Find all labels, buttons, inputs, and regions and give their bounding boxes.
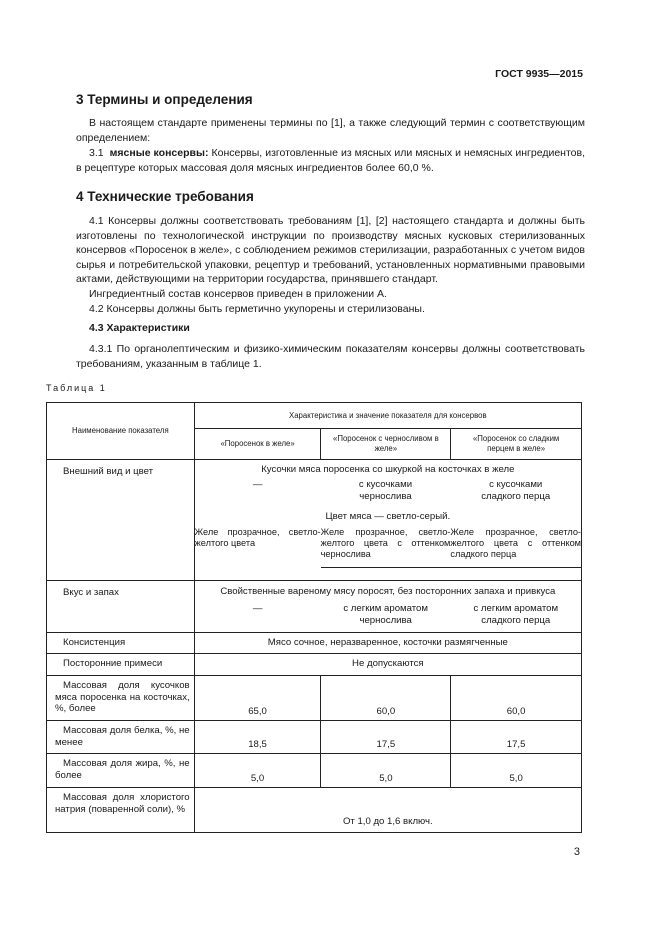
- section-4-body: [76, 214, 585, 316]
- term-definition: [76, 146, 585, 175]
- row-taste-name: Вкус и запах: [47, 581, 195, 633]
- term-text: Консервы, изготовленные из мясных или мясных и немясных ингредиентов, в рецептуре которых массовая доля мясных ингредиентов более 60,0 %.: [76, 147, 585, 174]
- protein-value-2: 17,5: [321, 721, 451, 754]
- header-group-cell: Характеристика и значение показателя для консервов: [194, 403, 581, 429]
- appearance-addition-1: —: [252, 479, 263, 490]
- header-col-2: «Поросенок с черносливом в желе»: [321, 429, 451, 460]
- row-appearance-name: Внешний вид и цвет: [47, 460, 195, 581]
- paragraph-4-2: 4.2 Консервы должны быть герметично укупорены и стерилизованы.: [89, 302, 425, 315]
- taste-aroma-3: с легким ароматом сладкого перца: [473, 603, 559, 626]
- meat-share-value-1: 65,0: [194, 676, 321, 721]
- table-caption: Таблица 1: [46, 383, 107, 393]
- header-col-1: «Поросенок в желе»: [194, 429, 321, 460]
- protein-value-3: 17,5: [451, 721, 582, 754]
- fat-value-3: 5,0: [451, 754, 582, 788]
- header-col-3: «Поросенок со сладким перцем в желе»: [451, 429, 582, 460]
- taste-aroma-2: с легким ароматом чернослива: [343, 603, 428, 626]
- taste-common: Свойственные вареному мясу поросят, без посторонних запаха и привкуса: [220, 586, 556, 597]
- row-appearance-values: [194, 460, 581, 581]
- row-salt-name: Массовая доля хлористого натрия (поваренной соли), %: [47, 788, 195, 833]
- row-impurities-name: Посторонние примеси: [47, 654, 195, 676]
- appearance-jelly-2: Желе прозрачное, светло-желтого цвета с оттенком чернослива: [321, 527, 451, 567]
- appearance-addition-2: с кусочками чернослива: [358, 479, 413, 502]
- appearance-addition-3: с кусочками сладкого перца: [481, 479, 551, 502]
- meat-share-value-2: 60,0: [321, 676, 451, 721]
- protein-value-1: 18,5: [194, 721, 321, 754]
- meat-share-value-3: 60,0: [451, 676, 582, 721]
- fat-value-2: 5,0: [321, 754, 451, 788]
- taste-aroma-1: —: [252, 603, 263, 614]
- row-fat-name: Массовая доля жира, %, не более: [47, 754, 195, 788]
- term-number: 3.1: [89, 147, 104, 159]
- fat-value-1: 5,0: [194, 754, 321, 788]
- row-impurities-value: Не допускаются: [194, 654, 581, 676]
- appearance-common: Кусочки мяса поросенка со шкуркой на косточках в желе: [261, 464, 515, 475]
- standard-header: ГОСТ 9935—2015: [495, 68, 583, 80]
- section-3-title: 3 Термины и определения: [76, 92, 253, 107]
- section-3-intro: В настоящем стандарте применены термины по [1], а также следующий термин с соответствующим определением:: [76, 117, 585, 144]
- row-consistency-value: Мясо сочное, неразваренное, косточки размягченные: [194, 633, 581, 654]
- appearance-jelly-3: Желе прозрачное, светло-желтого цвета с оттенком сладкого перца: [450, 527, 581, 567]
- subsection-4-3-title: 4.3 Характеристики: [89, 322, 190, 334]
- paragraph-4-3-1: 4.3.1 По органолептическим и физико-химическим показателям консервы должны соответствовать требованиям, указанным в таблице 1.: [76, 343, 585, 370]
- page-number: 3: [573, 846, 580, 858]
- spec-table: [46, 402, 582, 833]
- header-name-cell: Наименование показателя: [47, 403, 195, 460]
- section-4-title: 4 Технические требования: [76, 189, 254, 204]
- row-salt-value: От 1,0 до 1,6 включ.: [194, 788, 581, 833]
- term-name: мясные консервы:: [109, 147, 209, 159]
- paragraph-ingredients: Ингредиентный состав консервов приведен в приложении А.: [89, 287, 387, 300]
- row-meat-share-name: Массовая доля кусочков мяса поросенка на косточках, %, более: [47, 676, 195, 721]
- appearance-jelly-1: Желе прозрачное, светло-желтого цвета: [194, 527, 321, 548]
- row-consistency-name: Консистенция: [47, 633, 195, 654]
- row-protein-name: Массовая доля белка, %, не менее: [47, 721, 195, 754]
- row-taste-values: [194, 581, 581, 633]
- appearance-meat-color: Цвет мяса — светло-серый.: [325, 511, 451, 522]
- paragraph-4-1: 4.1 Консервы должны соответствовать требованиям [1], [2] настоящего стандарта и должны быть изготовлены по технологической инструкции по производству мясных кусковых стерилизованных консервов «Поросенок в желе», с соблюдением режимов стерилизации, разработанных с учетом видов сырья и потребительской упаковки, рецептур и требований, установленных нормативными правовыми актами, действующими на территории государства, принявшего стандарт.: [76, 215, 585, 286]
